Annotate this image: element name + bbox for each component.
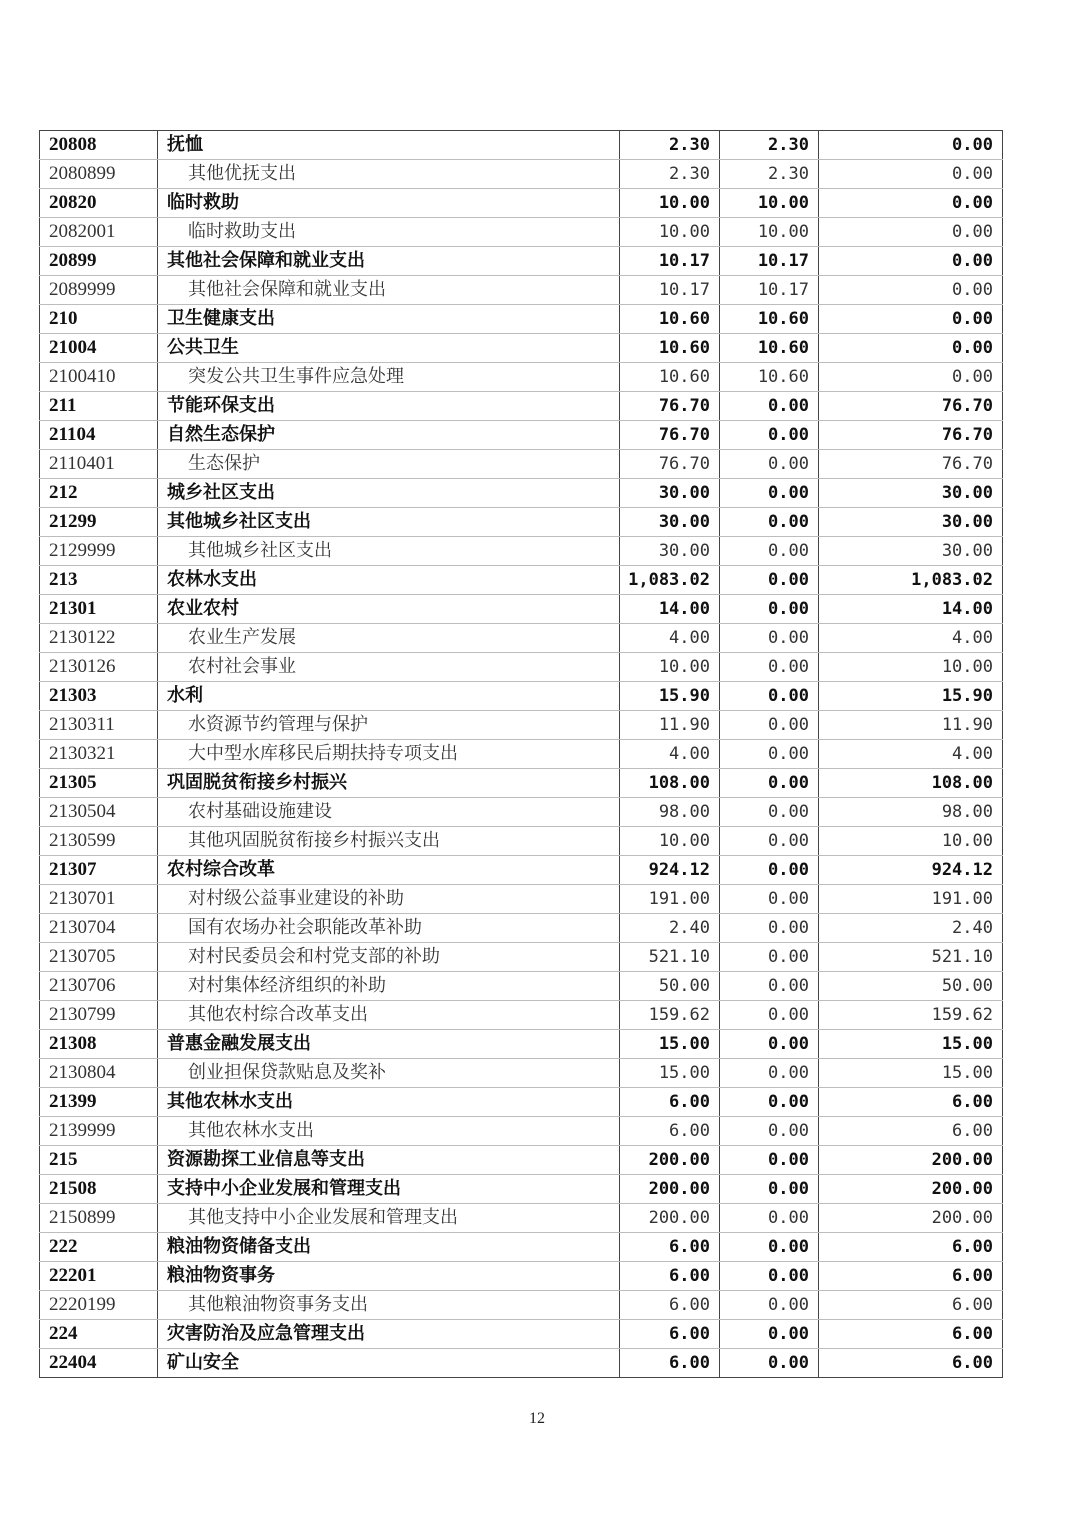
cell-basic: 0.00 bbox=[720, 1320, 819, 1349]
cell-code: 2150899 bbox=[40, 1204, 158, 1233]
cell-name: 其他城乡社区支出 bbox=[158, 508, 620, 537]
cell-total: 10.00 bbox=[620, 827, 720, 856]
table-row bbox=[40, 189, 1003, 218]
cell-project: 98.00 bbox=[819, 798, 1003, 827]
cell-name: 公共卫生 bbox=[158, 334, 620, 363]
cell-total: 6.00 bbox=[620, 1088, 720, 1117]
cell-total: 30.00 bbox=[620, 537, 720, 566]
cell-total: 76.70 bbox=[620, 392, 720, 421]
cell-name: 水资源节约管理与保护 bbox=[158, 711, 620, 740]
cell-name: 其他农林水支出 bbox=[158, 1088, 620, 1117]
table-row bbox=[40, 276, 1003, 305]
cell-basic: 0.00 bbox=[720, 392, 819, 421]
cell-code: 21104 bbox=[40, 421, 158, 450]
cell-code: 2130705 bbox=[40, 943, 158, 972]
budget-table bbox=[39, 130, 1003, 1378]
cell-name: 其他社会保障和就业支出 bbox=[158, 247, 620, 276]
cell-basic: 0.00 bbox=[720, 972, 819, 1001]
cell-project: 200.00 bbox=[819, 1204, 1003, 1233]
cell-basic: 0.00 bbox=[720, 1349, 819, 1378]
cell-basic: 2.30 bbox=[720, 160, 819, 189]
cell-name: 农村综合改革 bbox=[158, 856, 620, 885]
table-row bbox=[40, 1204, 1003, 1233]
cell-name: 农村社会事业 bbox=[158, 653, 620, 682]
cell-basic: 0.00 bbox=[720, 914, 819, 943]
cell-total: 6.00 bbox=[620, 1117, 720, 1146]
cell-name: 其他城乡社区支出 bbox=[158, 537, 620, 566]
cell-total: 191.00 bbox=[620, 885, 720, 914]
cell-project: 76.70 bbox=[819, 392, 1003, 421]
cell-basic: 0.00 bbox=[720, 856, 819, 885]
cell-project: 200.00 bbox=[819, 1146, 1003, 1175]
cell-name: 创业担保贷款贴息及奖补 bbox=[158, 1059, 620, 1088]
table-row bbox=[40, 885, 1003, 914]
cell-code: 2220199 bbox=[40, 1291, 158, 1320]
cell-code: 21399 bbox=[40, 1088, 158, 1117]
cell-name: 临时救助 bbox=[158, 189, 620, 218]
cell-code: 21307 bbox=[40, 856, 158, 885]
cell-code: 215 bbox=[40, 1146, 158, 1175]
cell-basic: 0.00 bbox=[720, 537, 819, 566]
cell-project: 0.00 bbox=[819, 189, 1003, 218]
cell-total: 6.00 bbox=[620, 1320, 720, 1349]
cell-project: 0.00 bbox=[819, 218, 1003, 247]
cell-project: 0.00 bbox=[819, 131, 1003, 160]
cell-name: 粮油物资储备支出 bbox=[158, 1233, 620, 1262]
table-row bbox=[40, 653, 1003, 682]
table-row bbox=[40, 1117, 1003, 1146]
cell-basic: 0.00 bbox=[720, 566, 819, 595]
cell-basic: 10.17 bbox=[720, 276, 819, 305]
cell-basic: 0.00 bbox=[720, 798, 819, 827]
cell-name: 农村基础设施建设 bbox=[158, 798, 620, 827]
cell-name: 节能环保支出 bbox=[158, 392, 620, 421]
cell-total: 108.00 bbox=[620, 769, 720, 798]
cell-basic: 0.00 bbox=[720, 508, 819, 537]
cell-total: 15.90 bbox=[620, 682, 720, 711]
table-row bbox=[40, 740, 1003, 769]
cell-basic: 0.00 bbox=[720, 943, 819, 972]
table-row bbox=[40, 1088, 1003, 1117]
table-row bbox=[40, 1320, 1003, 1349]
cell-total: 11.90 bbox=[620, 711, 720, 740]
cell-basic: 0.00 bbox=[720, 595, 819, 624]
cell-basic: 0.00 bbox=[720, 1117, 819, 1146]
table-row bbox=[40, 827, 1003, 856]
cell-total: 924.12 bbox=[620, 856, 720, 885]
cell-total: 2.30 bbox=[620, 160, 720, 189]
cell-code: 21299 bbox=[40, 508, 158, 537]
cell-basic: 0.00 bbox=[720, 653, 819, 682]
cell-total: 30.00 bbox=[620, 479, 720, 508]
cell-name: 农林水支出 bbox=[158, 566, 620, 595]
cell-code: 21305 bbox=[40, 769, 158, 798]
cell-total: 14.00 bbox=[620, 595, 720, 624]
cell-total: 30.00 bbox=[620, 508, 720, 537]
cell-project: 15.00 bbox=[819, 1059, 1003, 1088]
table-row bbox=[40, 450, 1003, 479]
cell-name: 普惠金融发展支出 bbox=[158, 1030, 620, 1059]
cell-project: 76.70 bbox=[819, 450, 1003, 479]
cell-project: 2.40 bbox=[819, 914, 1003, 943]
table-row bbox=[40, 363, 1003, 392]
cell-project: 10.00 bbox=[819, 827, 1003, 856]
cell-code: 2082001 bbox=[40, 218, 158, 247]
cell-code: 2080899 bbox=[40, 160, 158, 189]
cell-total: 76.70 bbox=[620, 421, 720, 450]
cell-basic: 0.00 bbox=[720, 1001, 819, 1030]
table-row bbox=[40, 856, 1003, 885]
cell-name: 水利 bbox=[158, 682, 620, 711]
cell-name: 自然生态保护 bbox=[158, 421, 620, 450]
cell-code: 212 bbox=[40, 479, 158, 508]
cell-name: 其他巩固脱贫衔接乡村振兴支出 bbox=[158, 827, 620, 856]
table-row bbox=[40, 218, 1003, 247]
cell-project: 76.70 bbox=[819, 421, 1003, 450]
cell-code: 211 bbox=[40, 392, 158, 421]
cell-basic: 0.00 bbox=[720, 1175, 819, 1204]
cell-code: 20808 bbox=[40, 131, 158, 160]
cell-project: 200.00 bbox=[819, 1175, 1003, 1204]
cell-total: 10.17 bbox=[620, 247, 720, 276]
cell-total: 1,083.02 bbox=[620, 566, 720, 595]
table-row bbox=[40, 131, 1003, 160]
cell-name: 对村集体经济组织的补助 bbox=[158, 972, 620, 1001]
cell-project: 191.00 bbox=[819, 885, 1003, 914]
cell-basic: 2.30 bbox=[720, 131, 819, 160]
cell-code: 2130122 bbox=[40, 624, 158, 653]
cell-name: 国有农场办社会职能改革补助 bbox=[158, 914, 620, 943]
cell-code: 22404 bbox=[40, 1349, 158, 1378]
cell-total: 10.60 bbox=[620, 305, 720, 334]
cell-name: 大中型水库移民后期扶持专项支出 bbox=[158, 740, 620, 769]
cell-total: 200.00 bbox=[620, 1175, 720, 1204]
table-row bbox=[40, 798, 1003, 827]
cell-basic: 10.00 bbox=[720, 218, 819, 247]
cell-project: 30.00 bbox=[819, 508, 1003, 537]
cell-code: 21301 bbox=[40, 595, 158, 624]
cell-project: 6.00 bbox=[819, 1291, 1003, 1320]
cell-code: 2130599 bbox=[40, 827, 158, 856]
table-row bbox=[40, 1175, 1003, 1204]
cell-name: 农业农村 bbox=[158, 595, 620, 624]
cell-project: 0.00 bbox=[819, 363, 1003, 392]
cell-basic: 10.60 bbox=[720, 305, 819, 334]
table-row bbox=[40, 711, 1003, 740]
cell-project: 30.00 bbox=[819, 537, 1003, 566]
cell-project: 14.00 bbox=[819, 595, 1003, 624]
cell-project: 4.00 bbox=[819, 740, 1003, 769]
cell-total: 50.00 bbox=[620, 972, 720, 1001]
cell-name: 城乡社区支出 bbox=[158, 479, 620, 508]
budget-table-container bbox=[39, 130, 1002, 1378]
table-row bbox=[40, 1291, 1003, 1320]
cell-code: 2130804 bbox=[40, 1059, 158, 1088]
cell-total: 10.60 bbox=[620, 334, 720, 363]
cell-total: 10.60 bbox=[620, 363, 720, 392]
cell-total: 6.00 bbox=[620, 1291, 720, 1320]
cell-basic: 0.00 bbox=[720, 885, 819, 914]
cell-code: 210 bbox=[40, 305, 158, 334]
cell-total: 159.62 bbox=[620, 1001, 720, 1030]
cell-code: 224 bbox=[40, 1320, 158, 1349]
cell-name: 其他优抚支出 bbox=[158, 160, 620, 189]
cell-name: 灾害防治及应急管理支出 bbox=[158, 1320, 620, 1349]
cell-basic: 0.00 bbox=[720, 1088, 819, 1117]
table-row bbox=[40, 508, 1003, 537]
cell-code: 2130321 bbox=[40, 740, 158, 769]
table-row bbox=[40, 160, 1003, 189]
cell-basic: 0.00 bbox=[720, 1146, 819, 1175]
table-row bbox=[40, 305, 1003, 334]
table-row bbox=[40, 421, 1003, 450]
table-row bbox=[40, 1262, 1003, 1291]
table-row bbox=[40, 1233, 1003, 1262]
cell-code: 2130704 bbox=[40, 914, 158, 943]
cell-code: 22201 bbox=[40, 1262, 158, 1291]
cell-project: 924.12 bbox=[819, 856, 1003, 885]
table-row bbox=[40, 1030, 1003, 1059]
cell-name: 生态保护 bbox=[158, 450, 620, 479]
cell-name: 抚恤 bbox=[158, 131, 620, 160]
cell-basic: 0.00 bbox=[720, 421, 819, 450]
cell-basic: 10.60 bbox=[720, 363, 819, 392]
table-row bbox=[40, 566, 1003, 595]
cell-total: 15.00 bbox=[620, 1059, 720, 1088]
cell-project: 15.90 bbox=[819, 682, 1003, 711]
cell-basic: 10.60 bbox=[720, 334, 819, 363]
cell-basic: 0.00 bbox=[720, 769, 819, 798]
table-row bbox=[40, 1349, 1003, 1378]
cell-code: 2130706 bbox=[40, 972, 158, 1001]
table-row bbox=[40, 537, 1003, 566]
table-row bbox=[40, 682, 1003, 711]
cell-total: 10.00 bbox=[620, 653, 720, 682]
cell-basic: 0.00 bbox=[720, 624, 819, 653]
cell-name: 矿山安全 bbox=[158, 1349, 620, 1378]
cell-basic: 0.00 bbox=[720, 1204, 819, 1233]
cell-project: 30.00 bbox=[819, 479, 1003, 508]
cell-name: 其他粮油物资事务支出 bbox=[158, 1291, 620, 1320]
cell-project: 108.00 bbox=[819, 769, 1003, 798]
cell-total: 6.00 bbox=[620, 1262, 720, 1291]
cell-total: 4.00 bbox=[620, 740, 720, 769]
cell-code: 222 bbox=[40, 1233, 158, 1262]
budget-table-body bbox=[40, 131, 1003, 1378]
table-row bbox=[40, 769, 1003, 798]
cell-name: 巩固脱贫衔接乡村振兴 bbox=[158, 769, 620, 798]
cell-total: 10.17 bbox=[620, 276, 720, 305]
cell-basic: 0.00 bbox=[720, 479, 819, 508]
table-row bbox=[40, 479, 1003, 508]
cell-code: 2130126 bbox=[40, 653, 158, 682]
cell-name: 支持中小企业发展和管理支出 bbox=[158, 1175, 620, 1204]
cell-project: 1,083.02 bbox=[819, 566, 1003, 595]
cell-project: 0.00 bbox=[819, 276, 1003, 305]
cell-name: 其他支持中小企业发展和管理支出 bbox=[158, 1204, 620, 1233]
cell-code: 20820 bbox=[40, 189, 158, 218]
cell-name: 粮油物资事务 bbox=[158, 1262, 620, 1291]
cell-basic: 0.00 bbox=[720, 1291, 819, 1320]
cell-basic: 0.00 bbox=[720, 1233, 819, 1262]
cell-basic: 0.00 bbox=[720, 1030, 819, 1059]
cell-basic: 0.00 bbox=[720, 711, 819, 740]
table-row bbox=[40, 392, 1003, 421]
cell-total: 15.00 bbox=[620, 1030, 720, 1059]
cell-project: 6.00 bbox=[819, 1262, 1003, 1291]
cell-total: 10.00 bbox=[620, 218, 720, 247]
cell-basic: 0.00 bbox=[720, 1262, 819, 1291]
cell-total: 76.70 bbox=[620, 450, 720, 479]
cell-project: 0.00 bbox=[819, 305, 1003, 334]
cell-project: 15.00 bbox=[819, 1030, 1003, 1059]
cell-code: 21303 bbox=[40, 682, 158, 711]
cell-project: 6.00 bbox=[819, 1320, 1003, 1349]
cell-total: 6.00 bbox=[620, 1349, 720, 1378]
cell-code: 21308 bbox=[40, 1030, 158, 1059]
cell-basic: 10.17 bbox=[720, 247, 819, 276]
cell-name: 农业生产发展 bbox=[158, 624, 620, 653]
cell-total: 200.00 bbox=[620, 1204, 720, 1233]
cell-total: 2.30 bbox=[620, 131, 720, 160]
page-number: 12 bbox=[529, 1410, 545, 1427]
cell-total: 10.00 bbox=[620, 189, 720, 218]
cell-code: 2130701 bbox=[40, 885, 158, 914]
table-row bbox=[40, 595, 1003, 624]
cell-name: 卫生健康支出 bbox=[158, 305, 620, 334]
cell-basic: 10.00 bbox=[720, 189, 819, 218]
cell-basic: 0.00 bbox=[720, 682, 819, 711]
cell-total: 4.00 bbox=[620, 624, 720, 653]
table-row bbox=[40, 1001, 1003, 1030]
cell-project: 50.00 bbox=[819, 972, 1003, 1001]
cell-name: 对村民委员会和村党支部的补助 bbox=[158, 943, 620, 972]
cell-project: 6.00 bbox=[819, 1088, 1003, 1117]
cell-project: 521.10 bbox=[819, 943, 1003, 972]
cell-name: 其他农村综合改革支出 bbox=[158, 1001, 620, 1030]
cell-code: 2110401 bbox=[40, 450, 158, 479]
cell-total: 200.00 bbox=[620, 1146, 720, 1175]
cell-project: 159.62 bbox=[819, 1001, 1003, 1030]
cell-name: 其他农林水支出 bbox=[158, 1117, 620, 1146]
cell-total: 521.10 bbox=[620, 943, 720, 972]
cell-project: 0.00 bbox=[819, 247, 1003, 276]
cell-total: 2.40 bbox=[620, 914, 720, 943]
cell-project: 0.00 bbox=[819, 334, 1003, 363]
cell-code: 2089999 bbox=[40, 276, 158, 305]
cell-total: 98.00 bbox=[620, 798, 720, 827]
cell-basic: 0.00 bbox=[720, 450, 819, 479]
table-row bbox=[40, 972, 1003, 1001]
cell-basic: 0.00 bbox=[720, 827, 819, 856]
cell-code: 2139999 bbox=[40, 1117, 158, 1146]
cell-project: 10.00 bbox=[819, 653, 1003, 682]
table-row bbox=[40, 624, 1003, 653]
cell-code: 2130311 bbox=[40, 711, 158, 740]
cell-total: 6.00 bbox=[620, 1233, 720, 1262]
cell-code: 213 bbox=[40, 566, 158, 595]
table-row bbox=[40, 943, 1003, 972]
cell-name: 临时救助支出 bbox=[158, 218, 620, 247]
cell-code: 20899 bbox=[40, 247, 158, 276]
cell-code: 2130504 bbox=[40, 798, 158, 827]
table-row bbox=[40, 334, 1003, 363]
table-row bbox=[40, 247, 1003, 276]
cell-basic: 0.00 bbox=[720, 1059, 819, 1088]
cell-name: 资源勘探工业信息等支出 bbox=[158, 1146, 620, 1175]
cell-basic: 0.00 bbox=[720, 740, 819, 769]
cell-project: 0.00 bbox=[819, 160, 1003, 189]
table-row bbox=[40, 1146, 1003, 1175]
cell-name: 其他社会保障和就业支出 bbox=[158, 276, 620, 305]
table-row bbox=[40, 1059, 1003, 1088]
cell-project: 4.00 bbox=[819, 624, 1003, 653]
cell-name: 突发公共卫生事件应急处理 bbox=[158, 363, 620, 392]
cell-project: 11.90 bbox=[819, 711, 1003, 740]
cell-project: 6.00 bbox=[819, 1117, 1003, 1146]
cell-name: 对村级公益事业建设的补助 bbox=[158, 885, 620, 914]
cell-code: 2100410 bbox=[40, 363, 158, 392]
cell-code: 2129999 bbox=[40, 537, 158, 566]
cell-project: 6.00 bbox=[819, 1233, 1003, 1262]
cell-code: 2130799 bbox=[40, 1001, 158, 1030]
cell-code: 21004 bbox=[40, 334, 158, 363]
cell-project: 6.00 bbox=[819, 1349, 1003, 1378]
table-row bbox=[40, 914, 1003, 943]
cell-code: 21508 bbox=[40, 1175, 158, 1204]
